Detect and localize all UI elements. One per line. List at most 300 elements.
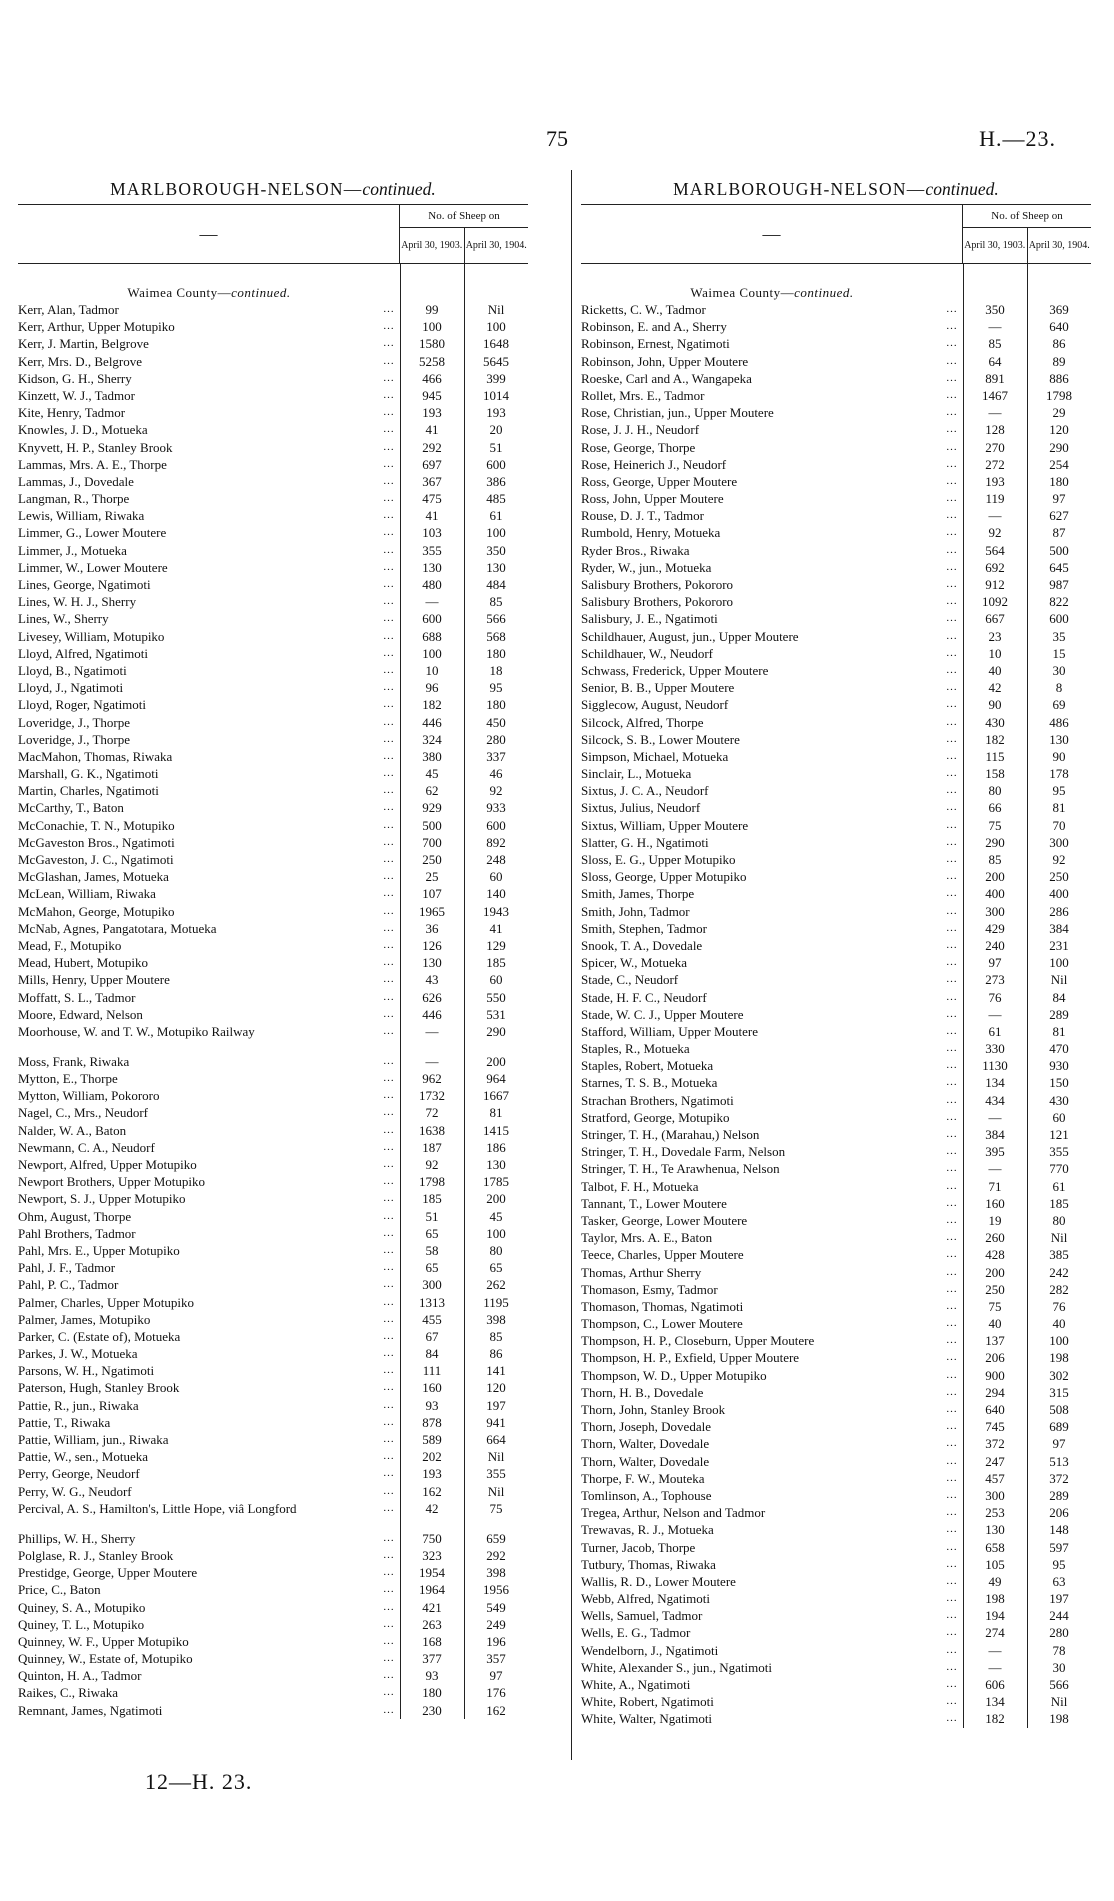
- table-row: [18, 645, 528, 662]
- row-name: Kinzett, W. J., Tadmor: [18, 387, 135, 403]
- sheep-1904-value: 75: [489, 1500, 503, 1516]
- leader-dots: ...: [946, 1128, 958, 1140]
- sheep-1903-value: 253: [985, 1505, 1005, 1521]
- sheep-count-header: [399, 205, 528, 263]
- sheep-1904-value: 689: [1049, 1419, 1069, 1435]
- row-name: Kite, Henry, Tadmor: [18, 405, 126, 421]
- table-row: [581, 696, 1091, 713]
- leader-dots: ...: [383, 681, 395, 694]
- sheep-1904-value: 30: [1052, 662, 1066, 678]
- sheep-1903-value: 430: [985, 714, 1005, 730]
- sheep-1903-value: 64: [988, 353, 1002, 369]
- sheep-1903-value: 96: [425, 680, 439, 696]
- table-body: [18, 264, 528, 1719]
- sheep-1903-value: 119: [985, 491, 1005, 507]
- leader-dots: ...: [946, 1574, 958, 1587]
- leader-dots: ...: [383, 320, 395, 333]
- sheep-1904-value: 180: [486, 697, 506, 713]
- table-row: [581, 542, 1091, 559]
- leader-dots: ...: [946, 1196, 958, 1209]
- leader-dots: ...: [383, 1312, 395, 1325]
- sheep-1903-value: 130: [422, 559, 442, 575]
- table-row: [581, 1367, 1091, 1384]
- sheep-1903-value: 40: [988, 1316, 1002, 1332]
- leader-dots: ...: [946, 1385, 958, 1398]
- table-row: [18, 1294, 528, 1311]
- sheep-1903-value: 745: [985, 1419, 1005, 1435]
- sheep-1903-value: 41: [425, 422, 439, 438]
- leader-dots: ...: [383, 474, 395, 487]
- row-name: Quiney, S. A., Motupiko: [18, 1599, 146, 1615]
- sheep-1903-value: 606: [985, 1677, 1005, 1692]
- sheep-1903-value: 500: [422, 817, 442, 833]
- sheep-1904-value: 198: [1049, 1711, 1069, 1727]
- sheep-1903-value: 564: [985, 542, 1005, 558]
- row-name: Loveridge, J., Thorpe: [18, 731, 131, 747]
- row-name: Webb, Alfred, Ngatimoti: [581, 1591, 710, 1607]
- row-name: Pattie, W., sen., Motueka: [18, 1449, 148, 1465]
- table-row: [18, 301, 528, 318]
- row-name: Parkes, J. W., Motueka: [18, 1346, 138, 1362]
- sheep-1903-value: 182: [985, 731, 1005, 747]
- table-row: [581, 1074, 1091, 1091]
- leader-dots: ...: [946, 1110, 958, 1123]
- leader-dots: ...: [383, 560, 395, 573]
- table-row: [581, 1573, 1091, 1590]
- row-name: Percival, A. S., Hamilton's, Little Hope, viâ Longford: [18, 1500, 297, 1516]
- sheep-1903-value: 945: [422, 387, 442, 403]
- leader-dots: ...: [383, 337, 395, 350]
- sheep-1903-value: 43: [425, 972, 439, 988]
- table-row: [18, 1483, 528, 1500]
- leader-dots: ...: [383, 1415, 395, 1428]
- sheep-1904-value: 121: [1049, 1127, 1069, 1142]
- sheep-1903-value: 1954: [419, 1565, 445, 1581]
- leader-dots: ...: [946, 870, 958, 883]
- sheep-1903-value: 180: [422, 1685, 442, 1701]
- row-name: Limmer, W., Lower Moutere: [18, 559, 168, 575]
- section-continued: continued.: [231, 285, 291, 300]
- sheep-1903-value: 1965: [419, 903, 445, 919]
- leader-dots: ...: [946, 1626, 958, 1639]
- sheep-1904-value: 350: [486, 542, 506, 558]
- table-row: [18, 335, 528, 352]
- table-row: [581, 817, 1091, 834]
- sheep-1904-value: Nil: [487, 302, 505, 317]
- row-name: Moore, Edward, Nelson: [18, 1006, 143, 1022]
- row-name: Quinney, W., Estate of, Motupiko: [18, 1651, 193, 1667]
- row-name: McGaveston Bros., Ngatimoti: [18, 834, 175, 850]
- leader-dots: ...: [383, 440, 395, 453]
- row-name: Lloyd, J., Ngatimoti: [18, 680, 124, 696]
- leader-dots: ...: [383, 1398, 395, 1411]
- leader-dots: ...: [383, 1158, 395, 1170]
- sheep-1904-value: 280: [486, 731, 506, 747]
- sheep-1903-value: 1798: [419, 1174, 445, 1190]
- row-name: Thompson, H. P., Closeburn, Upper Moutere: [581, 1333, 815, 1349]
- right-column: [581, 174, 1091, 1728]
- sheep-1904-value: 193: [486, 405, 506, 421]
- leader-dots: ...: [383, 1175, 395, 1188]
- sheep-1903-value: 697: [422, 456, 442, 472]
- table-row: [581, 662, 1091, 679]
- leader-dots: ...: [946, 1592, 958, 1605]
- sheep-1903-value: —: [988, 1659, 1002, 1675]
- sheep-1904-value: 180: [486, 645, 506, 661]
- sheep-1903-value: 589: [422, 1432, 442, 1447]
- sheep-1904-value: 70: [1052, 817, 1066, 833]
- sheep-1903-value: 111: [422, 1363, 442, 1379]
- leader-dots: ...: [383, 1329, 395, 1342]
- table-row: [581, 1659, 1091, 1676]
- column-1903-header: April 30, 1903.: [964, 240, 1026, 251]
- sheep-count-header: [962, 205, 1091, 263]
- sheep-1904-value: 597: [1049, 1539, 1069, 1555]
- table-row: [581, 851, 1091, 868]
- sheep-1903-value: 912: [985, 577, 1005, 592]
- sheep-1903-value: 185: [422, 1191, 442, 1207]
- leader-dots: ...: [383, 1243, 395, 1256]
- sheep-1903-value: 260: [985, 1230, 1005, 1246]
- row-name: McCarthy, T., Baton: [18, 800, 124, 816]
- leader-dots: ...: [946, 303, 958, 315]
- row-name: Salisbury Brothers, Pokororo: [581, 577, 734, 592]
- sheep-1904-value: 86: [1052, 336, 1066, 352]
- row-name: Tutbury, Thomas, Riwaka: [581, 1556, 716, 1572]
- leader-dots: ...: [946, 1265, 958, 1278]
- sheep-1904-value: 1014: [483, 387, 509, 403]
- sheep-1904-value: 95: [1052, 1556, 1066, 1572]
- column-heading: [18, 174, 528, 204]
- table-row: [581, 937, 1091, 954]
- sheep-1903-value: 475: [422, 491, 442, 507]
- sheep-1904-value: 500: [1049, 542, 1069, 558]
- heading-continued: continued.: [362, 179, 436, 199]
- row-name: Slatter, G. H., Ngatimoti: [581, 834, 709, 850]
- row-name: Mead, Hubert, Motupiko: [18, 955, 148, 971]
- table-row: [18, 1500, 528, 1530]
- sheep-1903-value: 1964: [419, 1582, 445, 1598]
- sheep-1903-value: 1638: [419, 1122, 445, 1138]
- sheep-1904-value: 97: [1052, 491, 1066, 507]
- table-row: [581, 1040, 1091, 1057]
- sheep-1904-value: 254: [1049, 456, 1069, 472]
- leader-dots: ...: [946, 956, 958, 969]
- row-name: Stade, H. F. C., Neudorf: [581, 989, 707, 1005]
- table-row: [18, 731, 528, 748]
- sheep-1904-value: 886: [1049, 370, 1069, 386]
- row-name: Thompson, W. D., Upper Motupiko: [581, 1367, 767, 1383]
- leader-dots: ...: [946, 320, 958, 333]
- row-name: Nagel, C., Mrs., Neudorf: [18, 1105, 148, 1121]
- row-name: Perry, George, Neudorf: [18, 1466, 140, 1482]
- sheep-1903-value: 130: [985, 1522, 1005, 1538]
- table-row: [581, 1195, 1091, 1212]
- table-row: [581, 1453, 1091, 1470]
- row-name: Tasker, George, Lower Moutere: [581, 1212, 748, 1228]
- table-row: [581, 903, 1091, 920]
- sheep-1903-value: 600: [422, 611, 442, 627]
- row-name: Stringer, T. H., Dovedale Farm, Nelson: [581, 1144, 786, 1160]
- sheep-1903-value: 93: [425, 1668, 439, 1684]
- leader-dots: ...: [383, 629, 395, 642]
- table-row: [581, 559, 1091, 576]
- row-name: Wallis, R. D., Lower Moutere: [581, 1573, 736, 1589]
- leader-dots: ...: [383, 938, 395, 951]
- sheep-group-label: No. of Sheep on: [963, 205, 1091, 228]
- table-row: [18, 1616, 528, 1633]
- leader-dots: ...: [383, 1123, 395, 1136]
- sheep-1903-value: 187: [422, 1139, 442, 1155]
- sheep-1903-value: 42: [988, 680, 1002, 696]
- leader-dots: ...: [383, 578, 395, 590]
- leader-dots: ...: [383, 1261, 395, 1274]
- sheep-1903-value: 25: [425, 869, 439, 885]
- table-row: [18, 851, 528, 868]
- sheep-1903-value: 429: [985, 920, 1005, 936]
- sheep-1903-value: 250: [422, 852, 442, 867]
- leader-dots: ...: [383, 1106, 395, 1119]
- leader-dots: ...: [946, 1678, 958, 1690]
- sheep-1903-value: 160: [422, 1380, 442, 1396]
- table-row: [581, 1109, 1091, 1126]
- sheep-1903-value: 80: [988, 783, 1002, 799]
- table-row: [581, 1160, 1091, 1177]
- table-row: [581, 353, 1091, 370]
- sheep-1904-value: 65: [489, 1260, 503, 1276]
- section-continued: continued.: [794, 285, 854, 300]
- sheep-1904-value: 250: [1049, 869, 1069, 885]
- row-name: Kerr, Alan, Tadmor: [18, 302, 119, 317]
- sheep-1904-value: 200: [486, 1053, 506, 1069]
- sheep-1903-value: 90: [988, 697, 1002, 713]
- sheep-1903-value: 105: [985, 1556, 1005, 1572]
- sheep-1904-value: 100: [486, 319, 506, 335]
- sheep-1904-value: 120: [486, 1380, 506, 1396]
- sheep-1904-value: 186: [486, 1139, 506, 1155]
- sheep-1903-value: 455: [422, 1311, 442, 1327]
- sheep-1903-value: 330: [985, 1041, 1005, 1057]
- sheep-1903-value: 372: [985, 1436, 1005, 1452]
- leader-dots: ...: [946, 1231, 958, 1244]
- table-row: [581, 610, 1091, 627]
- table-row: [18, 1465, 528, 1482]
- leader-dots: ...: [946, 1042, 958, 1055]
- sheep-1903-value: 1580: [419, 336, 445, 352]
- leader-dots: ...: [383, 767, 395, 780]
- sheep-1903-value: 200: [985, 869, 1005, 885]
- sheep-1903-value: 300: [985, 903, 1005, 919]
- row-name: Sixtus, William, Upper Moutere: [581, 817, 749, 833]
- table-row: [18, 610, 528, 627]
- table-row: [581, 370, 1091, 387]
- table-row: [581, 1023, 1091, 1040]
- report-code: H.—23.: [979, 126, 1056, 151]
- leader-dots: ...: [383, 406, 395, 419]
- row-name: Thorpe, F. W., Mouteka: [581, 1470, 705, 1486]
- sheep-1904-value: 180: [1049, 473, 1069, 489]
- leader-dots: ...: [946, 629, 958, 642]
- sheep-1904-value: 549: [486, 1599, 506, 1615]
- sheep-1903-value: —: [425, 1053, 439, 1069]
- sheep-1904-value: 484: [486, 577, 506, 592]
- sheep-1903-value: 1467: [982, 387, 1008, 403]
- sheep-1904-value: 357: [486, 1651, 506, 1667]
- leader-dots: ...: [946, 1351, 958, 1364]
- leader-dots: ...: [946, 1660, 958, 1673]
- table-row: [581, 1607, 1091, 1624]
- leader-dots: ...: [946, 1403, 958, 1415]
- row-name: Lloyd, Alfred, Ngatimoti: [18, 645, 148, 661]
- sheep-1903-value: 40: [988, 662, 1002, 678]
- sheep-1904-value: 129: [486, 937, 506, 953]
- row-name: Rose, George, Thorpe: [581, 439, 696, 455]
- table-row: [18, 1328, 528, 1345]
- sheep-1904-value: 100: [1049, 1333, 1069, 1349]
- row-name: Schwass, Frederick, Upper Moutere: [581, 662, 769, 678]
- row-name: Sixtus, Julius, Neudorf: [581, 800, 701, 816]
- section-main: Waimea County—: [690, 285, 795, 300]
- row-name: Sloss, George, Upper Motupiko: [581, 869, 747, 885]
- sheep-1903-value: 377: [422, 1651, 442, 1667]
- sheep-1903-value: —: [988, 1642, 1002, 1658]
- sheep-1904-value: 600: [486, 817, 506, 833]
- leader-dots: ...: [946, 1317, 958, 1330]
- leader-dots: ...: [946, 1488, 958, 1501]
- leader-dots: ...: [383, 1433, 395, 1445]
- table-row: [18, 714, 528, 731]
- leader-dots: ...: [946, 354, 958, 367]
- table-row: [18, 1023, 528, 1053]
- row-name: Sixtus, J. C. A., Neudorf: [581, 783, 709, 799]
- sheep-1904-value: Nil: [487, 1483, 505, 1499]
- sheep-1904-value: 197: [1049, 1591, 1069, 1607]
- sheep-1904-value: 1943: [483, 903, 509, 919]
- row-name: Ryder, W., jun., Motueka: [581, 559, 712, 575]
- row-name: Polglase, R. J., Stanley Brook: [18, 1547, 174, 1563]
- sheep-1904-value: 930: [1049, 1058, 1069, 1074]
- sheep-1904-value: 97: [1052, 1436, 1066, 1452]
- row-name: Thorn, Walter, Dovedale: [581, 1436, 710, 1452]
- sheep-1904-value: 92: [1052, 852, 1066, 867]
- sheep-1903-value: 355: [422, 542, 442, 558]
- table-row: [581, 1556, 1091, 1573]
- leader-dots: ...: [383, 1381, 395, 1394]
- sheep-1904-value: 35: [1052, 628, 1066, 644]
- sheep-1904-value: 568: [486, 628, 506, 644]
- row-name: Smith, James, Thorpe: [581, 886, 695, 902]
- table-row: [581, 1315, 1091, 1332]
- leader-dots: ...: [946, 1540, 958, 1553]
- sheep-1903-value: 626: [422, 989, 442, 1005]
- sheep-1903-value: 85: [988, 336, 1002, 352]
- sheep-1903-value: 250: [985, 1281, 1005, 1297]
- row-name: Lines, George, Ngatimoti: [18, 577, 151, 592]
- row-name: Pattie, R., jun., Riwaka: [18, 1397, 139, 1413]
- sheep-1904-value: 185: [486, 955, 506, 971]
- table-row: [18, 1448, 528, 1465]
- sheep-1904-value: 566: [486, 611, 506, 627]
- sheep-1904-value: 130: [486, 1157, 506, 1172]
- sheep-1903-value: 292: [422, 439, 442, 455]
- table-row: [18, 1156, 528, 1173]
- table-row: [581, 1006, 1091, 1023]
- table-row: [581, 1710, 1091, 1727]
- sheep-1904-value: 386: [486, 473, 506, 489]
- column-1903-header: April 30, 1903.: [401, 240, 463, 251]
- row-name: Simpson, Michael, Motueka: [581, 748, 729, 764]
- row-name: Schildhauer, W., Neudorf: [581, 645, 713, 661]
- table-row: [18, 782, 528, 799]
- leader-dots: ...: [383, 835, 395, 848]
- sheep-1903-value: 380: [422, 748, 442, 764]
- row-name: Staples, R., Motueka: [581, 1041, 690, 1057]
- row-name: Mills, Henry, Upper Moutere: [18, 972, 170, 988]
- leader-dots: ...: [946, 1024, 958, 1037]
- sheep-1903-value: —: [988, 319, 1002, 335]
- leader-dots: ...: [946, 337, 958, 350]
- sheep-1903-value: 193: [422, 1466, 442, 1482]
- sheep-1903-value: —: [425, 1023, 439, 1039]
- table-row: [18, 1311, 528, 1328]
- sheep-1904-value: 292: [486, 1547, 506, 1563]
- leader-dots: ...: [383, 354, 395, 367]
- sheep-group-label: No. of Sheep on: [400, 205, 528, 228]
- table-row: [581, 456, 1091, 473]
- table-row: [18, 1087, 528, 1104]
- sheep-1903-value: 160: [985, 1195, 1005, 1211]
- sheep-1904-value: 470: [1049, 1041, 1069, 1057]
- table-row: [18, 507, 528, 524]
- sheep-1904-value: 141: [486, 1363, 506, 1379]
- leader-dots: ...: [383, 543, 395, 556]
- sheep-1903-value: 640: [985, 1402, 1005, 1417]
- row-name: Prestidge, George, Upper Moutere: [18, 1565, 198, 1581]
- row-name: Lammas, J., Dovedale: [18, 473, 134, 489]
- sheep-1904-value: 300: [1049, 834, 1069, 850]
- column-divider: [571, 170, 572, 1760]
- sheep-1904-value: 41: [489, 920, 503, 936]
- table-row: [581, 1057, 1091, 1074]
- page-number: 75: [546, 126, 568, 151]
- row-name: Mytton, William, Pokororo: [18, 1088, 160, 1104]
- table-row: [18, 1122, 528, 1139]
- table-row: [581, 1470, 1091, 1487]
- leader-dots: ...: [946, 784, 958, 797]
- table-row: [581, 628, 1091, 645]
- table-row: [581, 834, 1091, 851]
- sheep-1904-value: 659: [486, 1530, 506, 1546]
- leader-dots: ...: [946, 749, 958, 762]
- sheep-1903-value: 457: [985, 1470, 1005, 1486]
- sheep-1904-value: 822: [1049, 594, 1069, 610]
- leader-dots: ...: [383, 1192, 395, 1205]
- sheep-1903-value: 115: [985, 748, 1005, 764]
- table-row: [18, 473, 528, 490]
- sheep-1903-value: 193: [422, 405, 442, 421]
- table-row: [581, 1435, 1091, 1452]
- leader-dots: ...: [946, 1059, 958, 1072]
- row-name: Thorn, Walter, Dovedale: [581, 1453, 710, 1469]
- leader-dots: ...: [383, 870, 395, 883]
- leader-dots: ...: [383, 1566, 395, 1579]
- sheep-1903-value: 100: [422, 319, 442, 335]
- sheep-1903-value: 134: [985, 1075, 1005, 1091]
- leader-dots: ...: [383, 509, 395, 522]
- sheep-1904-value: 282: [1049, 1281, 1069, 1297]
- heading-main: MARLBOROUGH-NELSON—: [110, 179, 363, 199]
- sheep-1903-value: 5258: [419, 353, 445, 369]
